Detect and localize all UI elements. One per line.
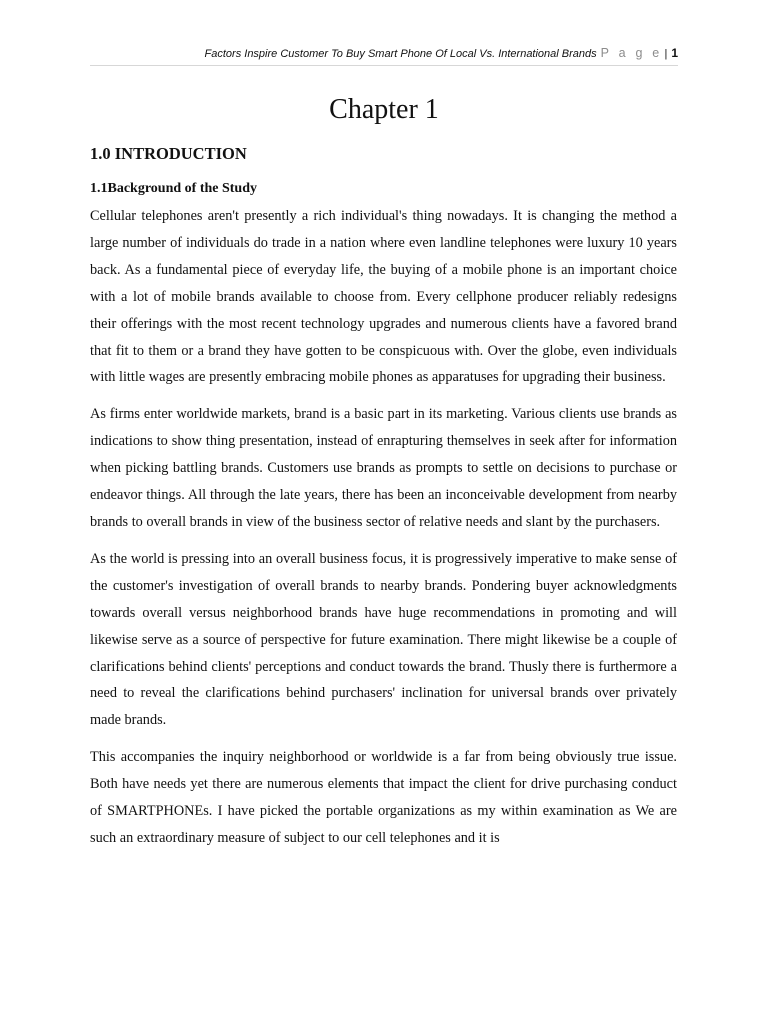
body-text <box>90 203 677 852</box>
header-divider <box>90 65 678 66</box>
paragraph-1: Cellular telephones aren't presently a rich individual's thing nowadays. It is changing the method a large number of individuals do trade in a nation where even landline telephones were luxury 10 years back. As a fundamental piece of everyday life, the buying of a mobile phone is an important choice with a lot of mobile brands available to choose from. Every cellphone producer reliably redesigns their offerings with the most recent technology upgrades and numerous clients have a favored brand that fit to them or a brand they have gotten to be conspicuous with. Over the globe, even individuals with little wages are presently embracing mobile phones as apparatuses for upgrading their business. <box>90 208 677 386</box>
subsection-heading: 1.1Background of the Study <box>90 181 258 196</box>
page-header <box>90 46 678 60</box>
header-page-number: 1 <box>671 46 678 60</box>
section-heading: 1.0 INTRODUCTION <box>90 144 247 163</box>
paragraph-4: This accompanies the inquiry neighborhood or worldwide is a far from being obviously true issue. Both have needs yet there are numerous elements that impact the client for drive purchasing conduct of SMARTPHONEs. I have picked the portable organizations as my within examination as We are such an extraordinary measure of subject to our cell telephones and it is <box>90 749 677 846</box>
header-page-label: P a g e <box>600 46 663 60</box>
header-title: Factors Inspire Customer To Buy Smart Phone Of Local Vs. International Brands <box>204 48 597 60</box>
paragraph-3: As the world is pressing into an overall business focus, it is progressively imperative to make sense of the customer's investigation of overall brands to nearby brands. Pondering buyer acknowledgments towards overall versus neighborhood brands have huge recommendations in promoting and will likewise serve as a source of perspective for future examination. There might likewise be a couple of clarifications behind clients' perceptions and conduct towards the brand. Thusly there is furthermore a need to reveal the clarifications behind purchasers' inclination for universal brands over privately made brands. <box>90 550 677 729</box>
paragraph-2: As firms enter worldwide markets, brand is a basic part in its marketing. Various clients use brands as indications to show thing presentation, instead of enrapturing themselves in seek after for information when picking battling brands. Customers use brands as prompts to settle on decisions to purchase or endeavor things. All through the late years, there has been an inconceivable development from nearby brands to overall brands in view of the business sector of relative needs and slant by the purchasers. <box>90 406 677 530</box>
chapter-title: Chapter 1 <box>329 94 439 125</box>
header-separator: | <box>664 48 668 60</box>
